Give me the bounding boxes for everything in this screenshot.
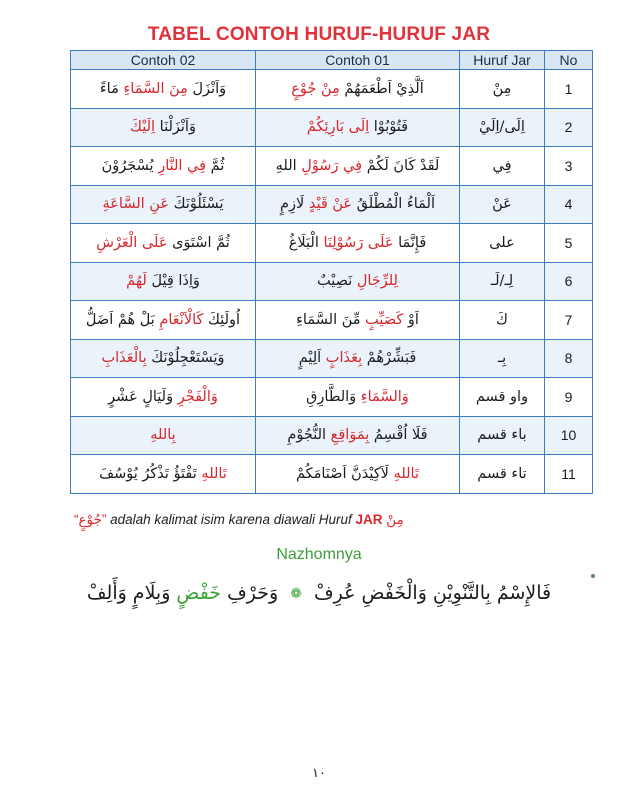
table-row — [71, 455, 593, 494]
table-row — [71, 339, 593, 378]
jar-highlight: اِلَيْكَ — [130, 119, 156, 136]
example-text: يُسْجَرُوْنَ — [101, 157, 159, 174]
huruf-jar-cell: فِي — [460, 147, 545, 186]
example-text: الْبَلَاغُ — [288, 234, 324, 251]
huruf-jar-cell: على — [460, 224, 545, 263]
contoh-02-cell — [71, 147, 256, 186]
header-contoh-01: Contoh 01 — [256, 51, 460, 70]
table-row — [71, 262, 593, 301]
jar-highlight: عَلَى رَسُوْلِنَا — [323, 234, 394, 251]
contoh-02-cell — [71, 301, 256, 340]
contoh-01-cell — [256, 185, 460, 224]
page-number: ١٠ — [312, 766, 326, 781]
jar-highlight: بِاللهِ — [150, 427, 176, 444]
note-body: adalah kalimat isim karena diawali Huruf — [106, 512, 356, 527]
header-no: No — [545, 51, 593, 70]
table-row — [71, 378, 593, 417]
huruf-jar-cell: كَ — [460, 301, 545, 340]
contoh-02-cell — [71, 70, 256, 109]
example-text: مِّنَ السَّمَاءِ — [296, 311, 366, 328]
contoh-02-cell — [71, 224, 256, 263]
verse-part-1: فَالإِسْمُ بِالتَّنْوِيْنِ وَالْخَفْضِ عُرِفْ — [313, 582, 552, 604]
table-row — [71, 185, 593, 224]
example-text: وَالطَّارِقِ — [306, 388, 361, 405]
verse-part-2b: خَفْضٍ — [176, 582, 222, 604]
page-title: TABEL CONTOH HURUF-HURUF JAR — [147, 24, 491, 45]
example-text: فَبَشِّرْهُمْ — [362, 350, 417, 367]
contoh-01-cell — [256, 147, 460, 186]
example-text: فَإِنَّمَا — [393, 234, 427, 251]
jar-highlight: بِمَوَاقِعِ — [330, 427, 370, 444]
row-number-cell: 1 — [545, 70, 593, 109]
contoh-02-cell — [71, 262, 256, 301]
row-number-cell: 7 — [545, 301, 593, 340]
example-text: نَصِيْبٌ — [317, 273, 357, 290]
example-text: لَازِمٍ — [280, 196, 309, 213]
huruf-jar-cell: اِلَى/اِلَيْ — [460, 108, 545, 147]
contoh-02-cell — [71, 108, 256, 147]
verse-separator-icon: ❁ — [290, 585, 302, 602]
contoh-01-cell — [256, 378, 460, 417]
jar-highlight: كَالْاَنْعَامِ — [159, 311, 204, 328]
example-text: وَاَنْزَلْنَا — [155, 119, 196, 136]
contoh-02-cell — [71, 339, 256, 378]
example-text: اللهِ — [275, 157, 302, 174]
jar-highlight: بِالْعَذَابِ — [101, 350, 147, 367]
table-header-row — [71, 51, 593, 70]
jar-highlight: بِعَذَابٍ — [325, 350, 363, 367]
table-row — [71, 147, 593, 186]
example-text: وَلَيَالٍ عَشْرٍ — [108, 388, 178, 405]
contoh-01-cell — [256, 70, 460, 109]
example-text: اَلَّذِيْ اَطْعَمَهُمْ — [339, 80, 424, 97]
example-text: فَتُوْبُوْا — [369, 119, 409, 136]
contoh-01-cell — [256, 339, 460, 378]
jar-highlight: فِي النَّارِ — [158, 157, 207, 174]
jar-highlight: عَلَى الْعَرْشِ — [96, 234, 168, 251]
huruf-jar-cell: تاء قسم — [460, 455, 545, 494]
note-quote-open: “ — [74, 512, 79, 527]
jar-highlight: لِلرِّجَالِ — [356, 273, 398, 290]
example-text: وَاِذَا قِيْلَ — [146, 273, 200, 290]
jar-highlight: وَالْفَجْرِ — [177, 388, 218, 405]
contoh-01-cell — [256, 224, 460, 263]
contoh-01-cell — [256, 301, 460, 340]
contoh-02-cell — [71, 416, 256, 455]
huruf-jar-cell: مِنْ — [460, 70, 545, 109]
example-text: وَاَنْزَلَ — [187, 80, 227, 97]
table-row — [71, 108, 593, 147]
example-text: اَوْ — [403, 311, 419, 328]
jar-highlight: وَالسَّمَاءِ — [360, 388, 409, 405]
huruf-jar-cell: عَنْ — [460, 185, 545, 224]
example-text: بَلْ هُمْ اَضَلُّ — [85, 311, 160, 328]
table-row — [71, 224, 593, 263]
huruf-jar-table — [70, 50, 593, 494]
example-text: مَاءً — [99, 80, 124, 97]
jar-highlight: عَنْ قَيْدٍ — [308, 196, 353, 213]
jar-highlight: فِي رَسُوْلِ — [301, 157, 363, 174]
example-text: وَيَسْتَعْجِلُوْنَكَ — [146, 350, 225, 367]
note-quote-close: ” — [101, 512, 107, 527]
note-jar: JAR — [355, 512, 383, 527]
row-number-cell: 2 — [545, 108, 593, 147]
jar-highlight: اِلَى بَارِئِكُمْ — [306, 119, 370, 136]
note-arabic-word: جُوْعٍ — [78, 512, 102, 527]
row-number-cell: 4 — [545, 185, 593, 224]
contoh-01-cell — [256, 262, 460, 301]
contoh-02-cell — [71, 185, 256, 224]
row-number-cell: 3 — [545, 147, 593, 186]
jar-highlight: عَنِ السَّاعَةِ — [102, 196, 169, 213]
row-number-cell: 10 — [545, 416, 593, 455]
jar-highlight: مِنَ السَّمَاءِ — [123, 80, 188, 97]
huruf-jar-cell: باء قسم — [460, 416, 545, 455]
row-number-cell: 11 — [545, 455, 593, 494]
verse-part-2c: وَبِلَامٍ وَأَلِفْ — [86, 582, 177, 604]
example-text: ثُمَّ — [206, 157, 225, 174]
row-number-cell: 9 — [545, 378, 593, 417]
example-text: اَلْمَاءُ الْمُطْلَقُ — [352, 196, 435, 213]
verse-part-2a: وَحَرْفِ — [221, 582, 279, 604]
contoh-02-cell — [71, 455, 256, 494]
contoh-01-cell — [256, 455, 460, 494]
example-text: ثُمَّ اسْتَوَى — [167, 234, 230, 251]
huruf-jar-cell: واو قسم — [460, 378, 545, 417]
example-text: النُّجُوْمِ — [287, 427, 331, 444]
table-row — [71, 70, 593, 109]
decorative-dot — [591, 574, 595, 578]
jar-highlight: لَهُمْ — [126, 273, 147, 290]
example-text: اُولَئِكَ — [203, 311, 241, 328]
jar-highlight: مِنْ جُوْعٍ — [291, 80, 340, 97]
example-text: لَاَكِيْدَنَّ اَصْنَامَكُمْ — [295, 465, 394, 482]
table-row — [71, 301, 593, 340]
contoh-01-cell — [256, 416, 460, 455]
row-number-cell: 5 — [545, 224, 593, 263]
example-text: لَقَدْ كَانَ لَكُمْ — [362, 157, 440, 174]
contoh-01-cell — [256, 108, 460, 147]
header-huruf-jar: Huruf Jar — [460, 51, 545, 70]
nazhom-verse — [40, 582, 598, 604]
jar-highlight: تَاللهِ — [201, 465, 227, 482]
note-text — [74, 512, 594, 528]
jar-highlight: تَاللهِ — [393, 465, 420, 482]
note-min: مِنْ — [382, 512, 404, 527]
header-contoh-02: Contoh 02 — [71, 51, 256, 70]
example-text: يَسْئَلُوْنَكَ — [169, 196, 224, 213]
example-text: فَلَا اُقْسِمُ — [369, 427, 428, 444]
table-row — [71, 416, 593, 455]
row-number-cell: 8 — [545, 339, 593, 378]
contoh-02-cell — [71, 378, 256, 417]
row-number-cell: 6 — [545, 262, 593, 301]
huruf-jar-cell: لِـ/لَـ — [460, 262, 545, 301]
example-text: تَفْتَؤُ تَذْكُرُ يُوْسُفَ — [99, 465, 202, 482]
table-body — [71, 70, 593, 494]
nazhom-title: Nazhomnya — [276, 546, 362, 563]
jar-highlight: كَصَيِّبٍ — [365, 311, 404, 328]
huruf-jar-cell: بِـ — [460, 339, 545, 378]
example-text: اَلِيْمٍ — [298, 350, 326, 367]
